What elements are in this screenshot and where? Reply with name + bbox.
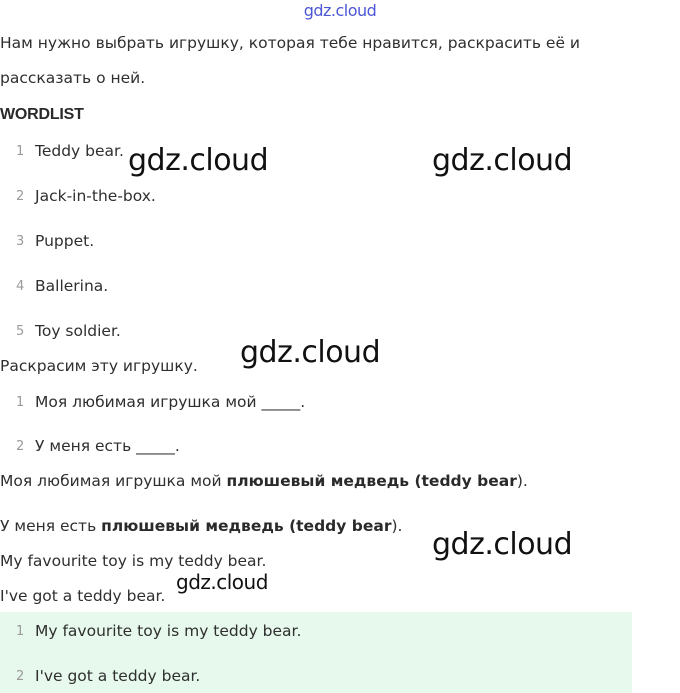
wordlist-heading: WORDLIST (0, 106, 84, 123)
list-item-number: 1 (16, 144, 25, 159)
list-item-text: Puppet. (35, 232, 95, 250)
list-item-text: Teddy bear. (35, 142, 124, 160)
list-item-text: Jack-in-the-box. (35, 187, 156, 205)
list-item-number: 2 (16, 439, 25, 454)
color-instruction: Раскрасим эту игрушку. (0, 357, 198, 375)
watermark: gdz.cloud (128, 143, 269, 178)
en-sentence-1: My favourite toy is my teddy bear. (0, 552, 267, 570)
task-text-line-2: рассказать о ней. (0, 69, 146, 87)
list-item-text: Моя любимая игрушка мой _____. (35, 393, 306, 411)
list-item-text: Ballerina. (35, 277, 109, 295)
ru-sentence-2-bold: плюшевый медведь (teddy bear (101, 517, 392, 535)
answer-box (0, 612, 632, 693)
list-item-text: My favourite toy is my teddy bear. (35, 622, 302, 640)
ru-sentence-1-start: Моя любимая игрушка мой (0, 472, 227, 490)
watermark: gdz.cloud (432, 143, 573, 178)
ru-sentence-2-end: ). (391, 517, 403, 535)
list-item-number: 5 (16, 324, 25, 339)
list-item-text: I've got a teddy bear. (35, 667, 201, 685)
ru-sentence-1-bold: плюшевый медведь (teddy bear (226, 472, 517, 490)
list-item-number: 2 (16, 669, 25, 684)
watermark: gdz.cloud (432, 527, 573, 562)
ru-sentence-1 (0, 472, 528, 490)
watermark: gdz.cloud (240, 335, 381, 370)
list-item-number: 2 (16, 189, 25, 204)
watermark: gdz.cloud (176, 570, 268, 594)
ru-sentence-2 (0, 517, 402, 535)
list-item-number: 4 (16, 279, 25, 294)
ru-sentence-2-start: У меня есть (0, 517, 102, 535)
site-logo[interactable]: gdz.cloud (303, 1, 377, 20)
en-sentence-2: I've got a teddy bear. (0, 587, 166, 605)
task-text-line-1: Нам нужно выбрать игрушку, которая тебе нравится, раскрасить её и (0, 34, 581, 52)
list-item-number: 3 (16, 234, 25, 249)
ru-sentence-1-end: ). (516, 472, 528, 490)
list-item-number: 1 (16, 395, 25, 410)
list-item-number: 1 (16, 624, 25, 639)
list-item-text: У меня есть _____. (35, 437, 180, 455)
list-item-text: Toy soldier. (35, 322, 121, 340)
